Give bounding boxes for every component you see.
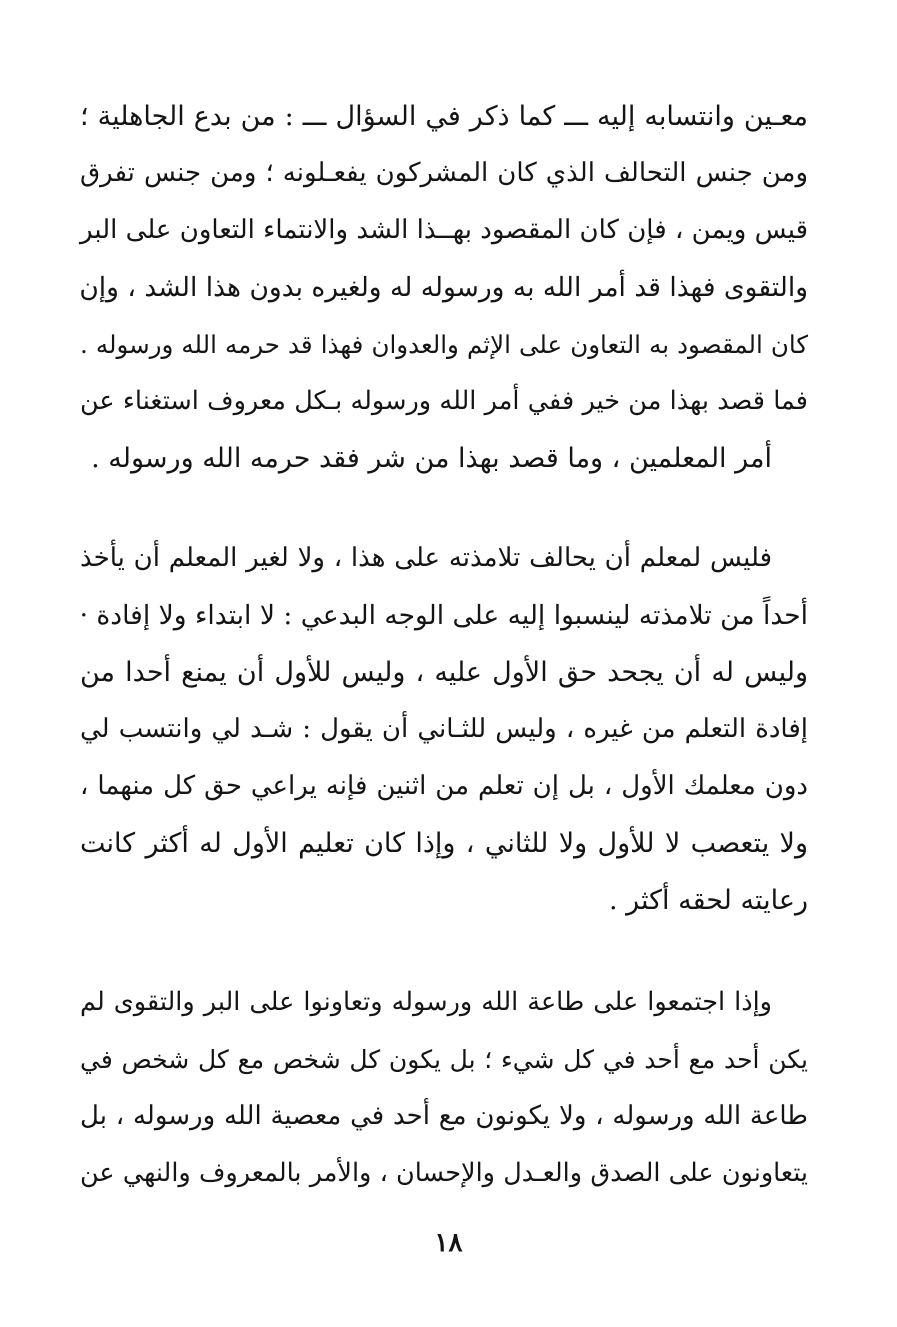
text-line: إفادة التعلم من غيره ، وليس للثـاني أن يقول : شـد لي وانتسب لي xyxy=(80,714,808,744)
text-line: فليس لمعلم أن يحالف تلامذته على هذا ، ولا لغير المعلم أن يأخذ xyxy=(80,543,772,573)
text-line: والتقوى فهذا قد أمر الله به ورسوله له ولغيره بدون هذا الشد ، وإن xyxy=(79,272,808,303)
text-line: كان المقصود به التعاون على الإثم والعدوان فهذا قد حرمه الله ورسوله . xyxy=(80,330,808,359)
text-line: رعايته لحقه أكثر . xyxy=(608,885,808,916)
text-line: وليس له أن يجحد حق الأول عليه ، وليس للأول أن يمنع أحدا من xyxy=(80,657,808,688)
text-line: أمر المعلمين ، وما قصد بهذا من شر فقد حرمه الله ورسوله . xyxy=(91,443,772,474)
text-line: معـين وانتسابه إليه ـــ كما ذكر في السؤال ـــ : من بدع الجاهلية ؛ xyxy=(80,101,808,132)
page-number: ١٨ xyxy=(434,1228,463,1258)
text-line: يكن أحد مع أحد في كل شيء ؛ بل يكون كل شخص مع كل شخص في xyxy=(80,1045,808,1074)
text-line: ومن جنس التحالف الذي كان المشركون يفعـلونه ؛ ومن جنس تفرق xyxy=(80,158,808,188)
paragraph-1 xyxy=(80,88,808,487)
text-line: قيس ويمن ، فإن كان المقصود بهــذا الشد والانتماء التعاون على البر xyxy=(80,215,808,245)
text-line: طاعة الله ورسوله ، ولا يكونون مع أحد في معصية الله ورسوله ، بل xyxy=(80,1101,808,1131)
text-line: أحداً من تلامذته لينسبوا إليه على الوجه البدعي : لا ابتداء ولا إفادة · xyxy=(79,600,808,631)
text-line: وإذا اجتمعوا على طاعة الله ورسوله وتعاونوا على البر والتقوى لم xyxy=(80,987,772,1017)
text-line: فما قصد بهذا من خير ففي أمر الله ورسوله بـكل معروف استغناء عن xyxy=(80,386,808,416)
paragraph-3 xyxy=(80,974,808,1202)
text-line: دون معلمك الأول ، بل إن تعلم من اثنين فإنه يراعي حق كل منهما ، xyxy=(80,771,808,801)
text-line: يتعاونون على الصدق والعـدل والإحسان ، والأمر بالمعروف والنهي عن xyxy=(80,1158,808,1188)
text-line: ولا يتعصب لا للأول ولا للثاني ، وإذا كان تعليم الأول له أكثر كانت xyxy=(80,828,808,859)
paragraph-2 xyxy=(80,530,808,929)
